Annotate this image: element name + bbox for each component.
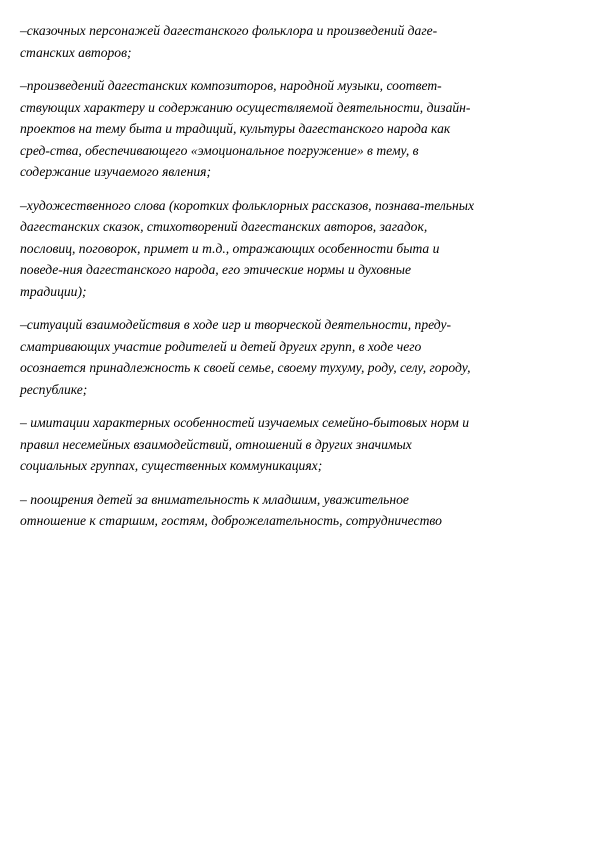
text-line: республике;: [20, 381, 88, 397]
text-line: отношение к старшим, гостям, доброжелательность, сотрудничество: [20, 513, 442, 528]
text-line: дагестанских сказок, стихотворений дагестанских авторов, загадок,: [20, 219, 428, 234]
list-item-imitation: [20, 412, 575, 477]
text-line: –сказочных персонажей дагестанского фольклора и произведений даге-: [20, 23, 438, 38]
text-line: станских авторов;: [20, 44, 132, 60]
list-item-interaction-situations: [20, 314, 575, 400]
text-line: поведе-ния дагестанского народа, его этические нормы и духовные: [20, 262, 412, 277]
list-item-music-works: [20, 75, 575, 183]
text-line: проектов на тему быта и традиций, культуры дагестанского народа как: [20, 121, 451, 136]
text-line: правил несемейных взаимодействий, отношений в других значимых: [20, 436, 412, 452]
list-item-artistic-word: [20, 195, 575, 303]
text-line: содержание изучаемого явления;: [20, 164, 211, 179]
text-line: осознается принадлежность к своей семье, своему тухуму, роду, селу, городу,: [20, 360, 471, 375]
text-line: – поощрения детей за внимательность к младшим, уважительное: [20, 491, 409, 507]
text-line: пословиц, поговорок, примет и т.д., отражающих особенности быта и: [20, 240, 440, 256]
text-line: –произведений дагестанских композиторов, народной музыки, соответ-: [20, 78, 442, 93]
text-line: –ситуаций взаимодействия в ходе игр и творческой деятельности, преду-: [20, 317, 452, 332]
list-item-encouragement: [20, 489, 575, 532]
text-line: социальных группах, существенных коммуникациях;: [20, 458, 323, 473]
list-item-fairy-tale-characters: [20, 20, 575, 63]
text-line: сматривающих участие родителей и детей других групп, в ходе чего: [20, 338, 422, 354]
text-line: – имитации характерных особенностей изучаемых семейно-бытовых норм и: [20, 415, 470, 430]
text-line: ствующих характеру и содержанию осуществляемой деятельности, дизайн-: [20, 99, 471, 115]
text-line: традиции);: [20, 283, 87, 299]
text-line: –художественного слова (коротких фольклорных рассказов, познава-тельных: [20, 197, 474, 213]
text-line: сред-ства, обеспечивающего «эмоциональное погружение» в тему, в: [20, 142, 419, 158]
